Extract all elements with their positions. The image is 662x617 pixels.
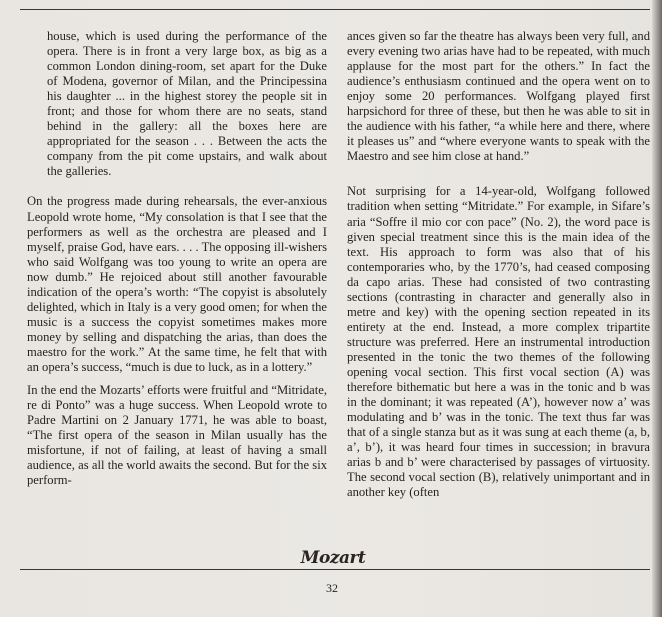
- paragraph: Not surprising for a 14-year-old, Wolfgang followed tradition when setting “Mitridate.” For example, in Sifare’s aria “Soffre il mio cor con pace” (No. 2), the word pace is given special treatment since this is the main idea of the text. His approach to form was also that of his contemporaries who, by the 1770’s, had ceased composing da capo arias. These had consisted of two contrasting sections (contrasting in character and generally also in metre and key) with the opening section repeated in its entirety at the end. Instead, a more complex tripartite structure was preferred. Here an instrumental introduction presented in the tonic the two themes of the following opening vocal section. This first vocal section (A) was therefore bithematic but here a was in the tonic and b was in the dominant; it was repeated (A’), however now a’ was modulating and b’ was in the tonic. The text thus far was that of a single stanza but as it was sung at each theme (a, b, a’, b’), it was heard four times in succession; in bravura arias b and b’ were characterised by passages of virtuosity. The second vocal section (B), relatively unimportant and in another key (often: [347, 184, 650, 500]
- paragraph: In the end the Mozarts’ efforts were fruitful and “Mitridate, re di Ponto” was a huge success. When Leopold wrote to Padre Martini on 2 January 1771, he was able to boast, “The first opera of the season in Milan usually has the misfortune, if not of failing, at least of having a small audience, as all the world awaits the second. But for the six perform-: [27, 383, 327, 488]
- right-column: [347, 29, 650, 500]
- paragraph: ances given so far the theatre has always been very full, and every evening two arias have had to be repeated, with much applause for the most part for the others.” In fact the audience’s enthusiasm continued and the opera went on to enjoy some 20 performances. Wolfgang played first harpsichord for three of these, but then he was able to sit in the audience with his father, “a while here and there, where it pleases us” and “where everyone wants to speak with the Maestro and see him close at hand.”: [347, 29, 650, 164]
- book-spine-shadow: [652, 0, 662, 617]
- block-quote: house, which is used during the performance of the opera. There is in front a very large box, as big as a common London dining-room, set apart for the Duke of Modena, governor of Milan, and the Principessina his daughter ... in the highest storey the people sit in front; and those for whom there are no seats, stand behind in the gallery: all the boxes here are appropriated for the season . . . Between the acts the company from the pit come upstairs, and walk about the galleries.: [47, 29, 327, 179]
- bottom-rule: [20, 569, 650, 570]
- paragraph: On the progress made during rehearsals, the ever-anxious Leopold wrote home, “My consolation is that I see that the performers as well as the orchestra are pleased and I myself, praise God, have ears. . . . The opposing ill-wishers who said Wolfgang was too young to write an opera are now dumb.” He rejoiced about still another favourable indication of the opera’s worth: “The copyist is absolutely delighted, which in Italy is a very good omen; for when the music is a success the copyist sometimes makes more money by selling and dispatching the arias, than does the maestro for the work.” At the same time, he felt that with an opera’s success, “much is due to luck, as in a lottery.”: [27, 194, 327, 374]
- mozart-signature-logo: Mozart: [300, 548, 366, 568]
- page-number: 32: [326, 581, 338, 595]
- left-column: [27, 29, 327, 488]
- top-rule: [20, 9, 650, 10]
